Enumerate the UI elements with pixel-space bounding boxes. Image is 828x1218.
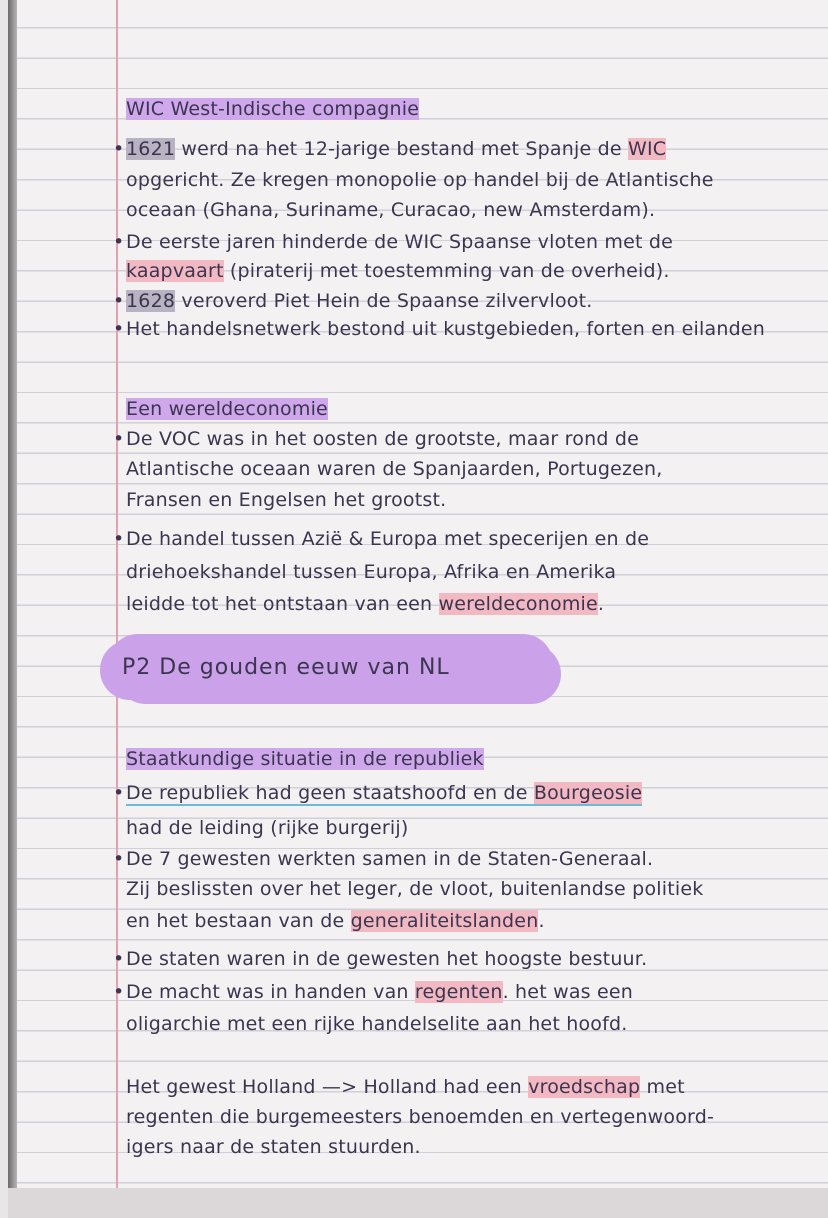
note-text: driehoekshandel tussen Europa, Afrika en Amerika [126, 561, 617, 583]
bullet-item [126, 848, 653, 870]
note-text: Het handelsnetwerk bestond uit kustgebieden, forten en eilanden [126, 318, 765, 340]
highlighted-text: wereldeconomie [438, 593, 598, 615]
note-line [126, 458, 663, 480]
highlighted-text: Bourgeosie [533, 782, 643, 804]
note-line [126, 1076, 685, 1098]
highlighted-text: 1621 [126, 138, 176, 160]
note-line [126, 1106, 714, 1128]
note-text: Het gewest Holland —> Holland had een [126, 1076, 529, 1098]
note-text: De macht was in handen van [126, 981, 415, 1003]
bullet-item [126, 981, 633, 1003]
highlighted-text: regenten [414, 981, 503, 1003]
note-text: De republiek had geen staatshoofd en de [126, 782, 534, 804]
note-line [126, 199, 655, 221]
note-text: opgericht. Ze kregen monopolie op handel bij de Atlantische [126, 169, 714, 191]
chapter-heading: P2 De gouden eeuw van NL [122, 655, 450, 680]
note-text: De eerste jaren hinderde de WIC Spaanse vloten met de [126, 231, 674, 253]
note-text: en het bestaan van de [126, 910, 351, 932]
note-text: De staten waren in de gewesten het hoogste bestuur. [126, 948, 648, 970]
note-text: (piraterij met toestemming van de overheid). [223, 260, 670, 282]
note-line [126, 1136, 421, 1158]
note-line [126, 98, 419, 120]
note-line [126, 1013, 628, 1035]
bullet-item [126, 782, 642, 804]
note-line [126, 169, 714, 191]
note-line [126, 593, 604, 615]
note-line [126, 910, 545, 932]
note-text: oceaan (Ghana, Suriname, Curacao, new Amsterdam). [126, 199, 656, 221]
note-text: veroverd Piet Hein de Spaanse zilvervloot. [175, 290, 593, 312]
note-text: oligarchie met een rijke handelselite aan het hoofd. [126, 1013, 628, 1035]
note-line [126, 878, 703, 900]
note-text: Atlantische oceaan waren de Spanjaarden, Portugezen, [126, 458, 663, 480]
note-text: De handel tussen Azië & Europa met specerijen en de [126, 528, 650, 550]
note-line [126, 817, 408, 839]
note-text: Fransen en Engelsen het grootst. [126, 489, 447, 511]
bullet-item [126, 290, 593, 312]
highlighted-text: Staatkundige situatie in de republiek [126, 748, 484, 770]
highlighted-text: generaliteitslanden [350, 910, 539, 932]
note-text: . [597, 593, 605, 615]
note-text: . [538, 910, 545, 932]
notebook-page [8, 0, 828, 1218]
page-edge [8, 1188, 828, 1218]
bullet-item [126, 528, 649, 550]
highlighted-text: kaapvaart [126, 260, 224, 282]
notebook-binding [8, 0, 17, 1218]
note-text: De 7 gewesten werkten samen in de Staten-Generaal. [126, 848, 654, 870]
note-line [126, 398, 328, 420]
note-text: werd na het 12-jarige bestand met Spanje de [175, 138, 628, 160]
highlighted-text: Een wereldeconomie [126, 398, 328, 420]
note-line [126, 561, 616, 583]
bullet-item [126, 428, 639, 450]
note-text: leidde tot het ontstaan van een [126, 593, 439, 615]
note-text: igers naar de staten stuurden. [126, 1136, 421, 1158]
note-text: Zij beslissten over het leger, de vloot, buitenlandse politiek [126, 878, 704, 900]
note-text: regenten die burgemeesters benoemden en vertegenwoord- [126, 1106, 715, 1128]
note-line [126, 748, 484, 770]
bullet-item [126, 318, 765, 340]
note-text: De VOC was in het oosten de grootste, maar rond de [126, 428, 639, 450]
note-text: had de leiding (rijke burgerij) [126, 817, 409, 839]
margin-line [116, 0, 118, 1218]
highlighted-text: vroedschap [528, 1076, 641, 1098]
note-text: met [640, 1076, 685, 1098]
highlighted-text: WIC West-Indische compagnie [126, 98, 420, 120]
note-line [126, 260, 670, 282]
note-text: . het was een [502, 981, 634, 1003]
highlighted-text: WIC [627, 138, 667, 160]
bullet-item [126, 138, 666, 160]
note-line [126, 489, 446, 511]
highlighted-text: 1628 [126, 290, 176, 312]
bullet-item [126, 231, 673, 253]
bullet-item [126, 948, 647, 970]
